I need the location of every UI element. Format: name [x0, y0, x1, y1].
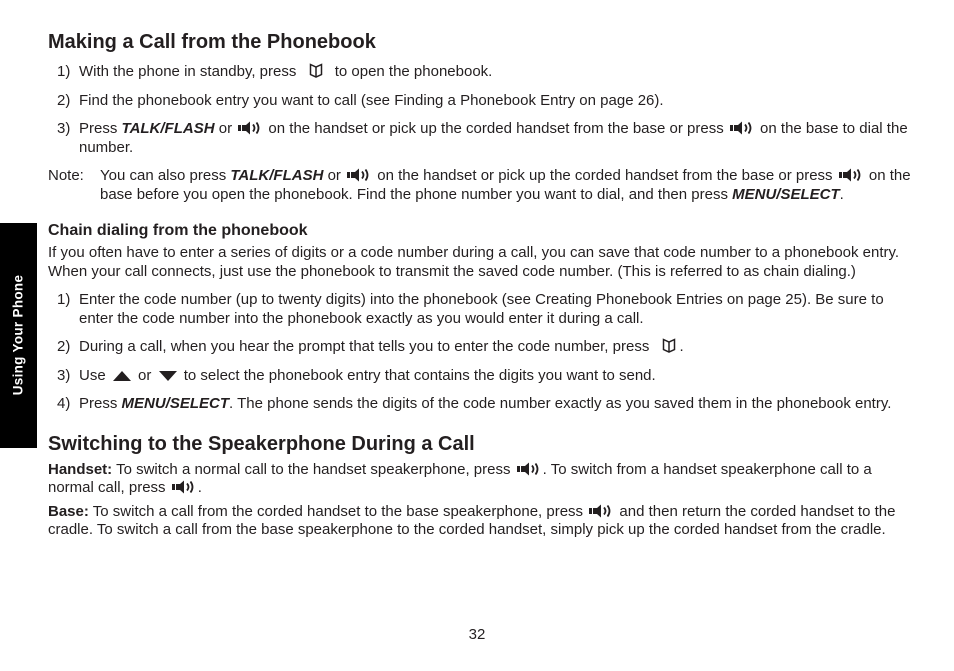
page-content: [48, 30, 918, 540]
up-arrow-icon: [112, 370, 132, 382]
list-item: 3) Press TALK/FLASH or on the handset or pick up the corded handset from the base or press on the base to dial the number.: [57, 120, 908, 156]
speaker-icon: [347, 168, 371, 182]
list-item: 2) During a call, when you hear the prompt that tells you to enter the code number, press .: [57, 338, 684, 355]
speaker-icon: [172, 480, 196, 494]
down-arrow-icon: [158, 370, 178, 382]
note: Note: You can also press TALK/FLASH or on the handset or pick up the corded handset from the base or press on the base before you open the phonebook. Find the phone number you want to dial, and then press MENU/SELECT.: [48, 167, 911, 203]
phonebook-icon: [309, 63, 323, 78]
speaker-icon: [589, 504, 613, 518]
speaker-icon: [839, 168, 863, 182]
speaker-icon: [238, 121, 262, 135]
section-title-chain-dialing: Chain dialing from the phonebook: [48, 222, 308, 239]
side-tab-label: Using Your Phone: [10, 274, 26, 396]
chain-dialing-steps: [48, 291, 918, 414]
handset-paragraph: Handset: To switch a normal call to the handset speakerphone, press . To switch from a handset speakerphone call to a normal call, press .: [48, 460, 872, 496]
list-item: 3) Use or to select the phonebook entry that contains the digits you want to send.: [57, 366, 656, 384]
phonebook-icon: [662, 338, 676, 353]
section-title-phonebook-call: Making a Call from the Phonebook: [48, 31, 376, 53]
speaker-icon: [517, 462, 541, 476]
speaker-icon: [730, 121, 754, 135]
list-item: 2) Find the phonebook entry you want to call (see Finding a Phonebook Entry on page 26).: [57, 91, 664, 109]
list-item: 1) With the phone in standby, press to open the phonebook.: [57, 63, 493, 80]
list-item: 1) Enter the code number (up to twenty digits) into the phonebook (see Creating Phonebook Entries on page 25). Be sure to enter the code number into the phonebook exactly as you would enter it during a call.: [57, 291, 884, 327]
phonebook-call-steps: [48, 63, 918, 157]
page-number: 32: [468, 626, 486, 643]
list-item: 4) Press MENU/SELECT. The phone sends the digits of the code number exactly as you saved them in the phonebook entry.: [57, 395, 892, 412]
section-title-speakerphone: Switching to the Speakerphone During a Call: [48, 432, 475, 455]
side-tab: [0, 223, 37, 448]
chain-dialing-intro: If you often have to enter a series of digits or a code number during a call, you can save that code number to a phonebook entry. When your call connects, just use the phonebook to transmit the saved code number. (This is referred to as chain dialing.): [48, 244, 900, 280]
base-paragraph: Base: To switch a call from the corded handset to the base speakerphone, press and then return the corded handset to the cradle. To switch a call from the base speakerphone to the corded handset, simply pick up the corded handset from the cradle.: [48, 502, 896, 538]
